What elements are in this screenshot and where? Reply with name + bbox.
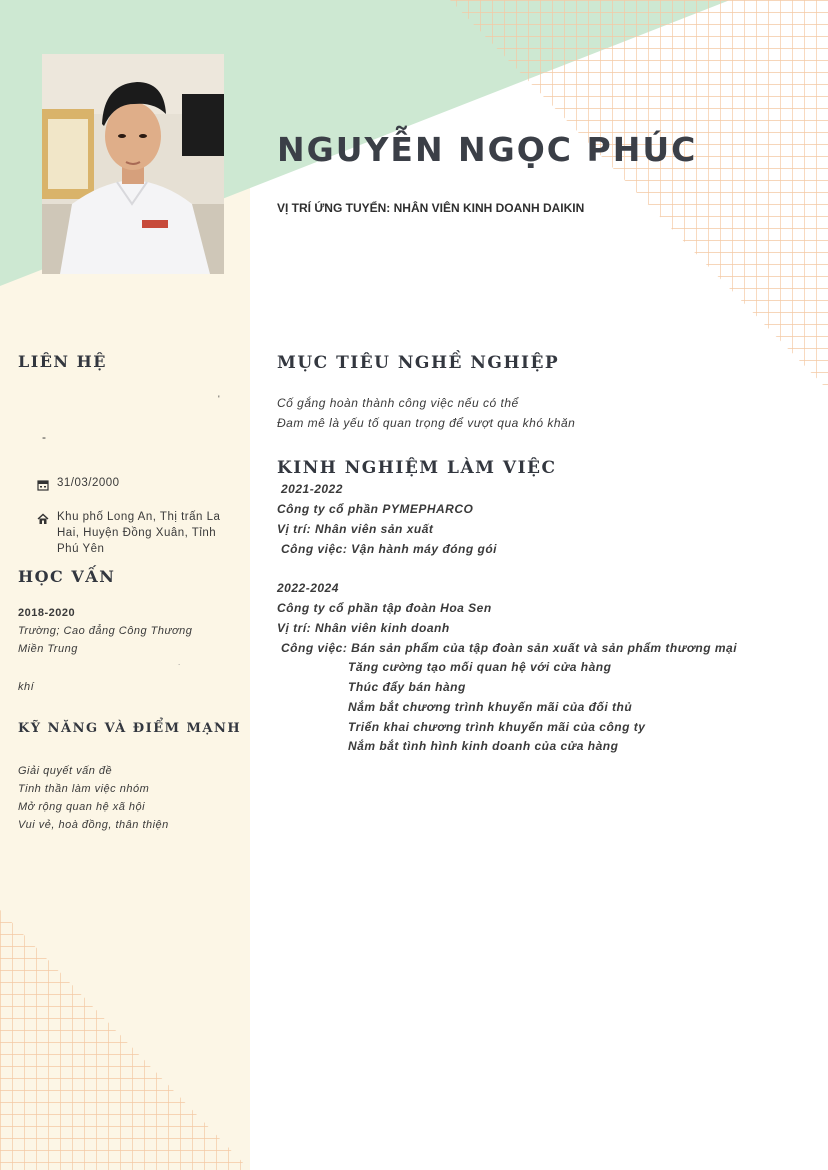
job2-company: Công ty cổ phần tập đoàn Hoa Sen [277,601,492,615]
job2-years: 2022-2024 [277,581,339,595]
experience-heading: KINH NGHIỆM LÀM VIỆC [277,458,557,478]
skill-item: Mở rộng quan hệ xã hội [18,801,146,813]
home-icon [37,513,49,525]
job1-years: 2021-2022 [281,482,343,496]
job2-work: Công việc: Bán sản phẩm của tập đoàn sản xuất và sản phẩm thương mại [281,641,738,655]
job2-duty: Tăng cường tạo mối quan hệ với cửa hàng [348,660,612,674]
address-line-1: Khu phố Long An, Thị trấn La [57,511,221,523]
job2-duty: Thúc đẩy bán hàng [348,680,466,694]
stray-mark: ' [218,394,221,404]
address-line-2: Hai, Huyện Đồng Xuân, Tỉnh [57,527,217,539]
education-years: 2018-2020 [18,607,76,619]
objective-line-1: Cố gắng hoàn thành công việc nếu có thể [277,396,519,410]
job2-duty: Nắm bắt chương trình khuyến mãi của đối thủ [348,700,633,714]
school-line-2: Miền Trung [18,643,78,655]
school-line-1: Trường; Cao đẳng Công Thương [18,625,193,637]
job1-work: Công việc: Vận hành máy đóng gói [281,542,498,556]
objective-heading: MỤC TIÊU NGHỀ NGHIỆP [277,353,560,373]
calendar-icon [37,479,49,491]
contact-heading: LIÊN HỆ [18,352,107,371]
profile-photo [42,54,224,274]
applied-position: VỊ TRÍ ỨNG TUYỂN: NHÂN VIÊN KINH DOANH DAIKIN [277,201,585,215]
education-dot: . [178,658,181,667]
education-heading: HỌC VẤN [18,567,116,586]
job1-company: Công ty cổ phần PYMEPHARCO [277,502,474,516]
objective-line-2: Đam mê là yếu tố quan trọng để vượt qua khó khăn [277,416,576,430]
job2-role: Vị trí: Nhân viên kinh doanh [277,621,450,635]
candidate-name: NGUYỄN NGỌC PHÚC [277,130,698,169]
birthdate: 31/03/2000 [57,477,120,489]
contact-dash: - [42,430,47,444]
job1-role: Vị trí: Nhân viên sản xuất [277,522,434,536]
job2-duty: Triển khai chương trình khuyến mãi của công ty [348,720,646,734]
skill-item: Vui vẻ, hoà đồng, thân thiện [18,819,169,831]
skill-item: Tinh thần làm việc nhóm [18,783,150,795]
job2-duty: Nắm bắt tình hình kinh doanh của cửa hàng [348,739,619,753]
grid-pattern-bottom-left [0,910,250,1170]
skills-heading: KỸ NĂNG VÀ ĐIỂM MẠNH [18,721,242,736]
address-line-3: Phú Yên [57,543,105,555]
skill-item: Giải quyết vấn đề [18,765,113,777]
education-note: khí [18,681,35,693]
